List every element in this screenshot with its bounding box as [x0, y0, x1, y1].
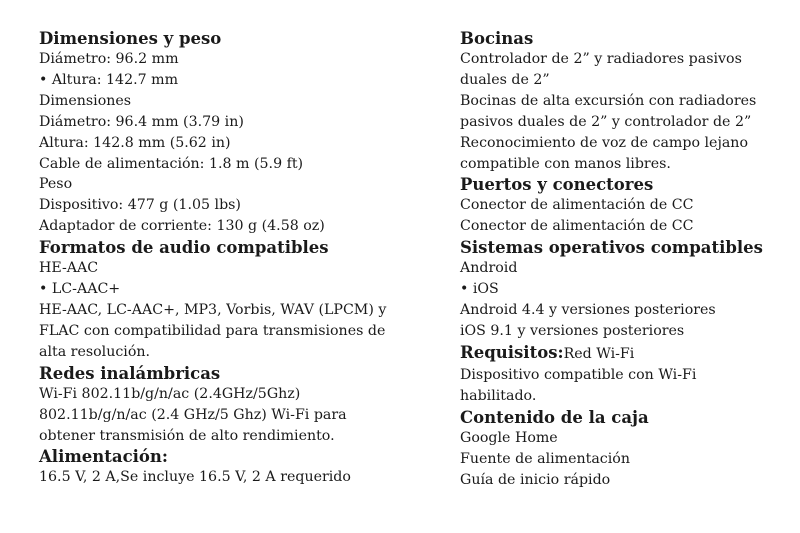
spec-line: alta resolución. — [39, 343, 151, 360]
spec-line: 802.11b/g/n/ac (2.4 GHz/5 Ghz) Wi-Fi para — [39, 406, 347, 423]
spec-line: Controlador de 2” y radiadores pasivos — [460, 51, 742, 67]
spec-line: obtener transmisión de alto rendimiento. — [39, 427, 335, 444]
spec-line: pasivos duales de 2” y controlador de 2” — [460, 113, 752, 130]
spec-line: Guía de inicio rápido — [460, 471, 611, 488]
spec-line: Altura: 142.8 mm (5.62 in) — [39, 134, 231, 151]
spec-line: FLAC con compatibilidad para transmisiones de — [39, 322, 386, 339]
requirements-row — [460, 342, 780, 365]
section-heading: Alimentación: — [39, 447, 169, 467]
section-heading: Dimensiones y peso — [39, 29, 222, 48]
spec-line: • iOS — [460, 281, 499, 298]
spec-line: HE-AAC, LC-AAC+, MP3, Vorbis, WAV (LPCM) y — [39, 301, 387, 318]
spec-line: Diámetro: 96.4 mm (3.79 in) — [39, 113, 244, 130]
spec-line: Android — [460, 260, 518, 277]
spec-line: HE-AAC — [39, 260, 99, 277]
spec-line: Android 4.4 y versiones posteriores — [460, 302, 716, 319]
section-heading: Sistemas operativos compatibles — [460, 238, 763, 258]
spec-line: • Altura: 142.7 mm — [39, 71, 179, 88]
section-dimensions — [39, 28, 429, 237]
spec-line: Cable de alimentación: 1.8 m (5.9 ft) — [39, 155, 304, 172]
section-box-contents — [460, 407, 780, 491]
right-column — [460, 28, 780, 490]
spec-line: Conector de alimentación de CC — [460, 197, 694, 214]
section-heading: Contenido de la caja — [460, 407, 649, 427]
section-requirements — [460, 342, 780, 407]
section-heading: Puertos y conectores — [460, 175, 654, 195]
spec-line: Peso — [39, 176, 73, 193]
spec-line: Diámetro: 96.2 mm — [39, 51, 179, 67]
spec-line: Reconocimiento de voz de campo lejano — [460, 134, 748, 151]
spec-line: habilitado. — [460, 387, 537, 404]
spec-line: duales de 2” — [460, 71, 550, 88]
spec-inline-value: Red Wi-Fi — [563, 345, 635, 362]
section-heading: Requisitos: — [460, 342, 564, 362]
section-ports — [460, 174, 780, 237]
section-audio-formats — [39, 237, 429, 363]
section-heading: Bocinas — [460, 29, 534, 48]
section-heading: Redes inalámbricas — [39, 363, 221, 383]
spec-line: Wi-Fi 802.11b/g/n/ac (2.4GHz/5Ghz) — [39, 385, 301, 402]
spec-line: Dimensiones — [39, 92, 132, 109]
left-column — [39, 28, 429, 488]
section-power — [39, 446, 429, 488]
spec-line: Dispositivo: 477 g (1.05 lbs) — [39, 197, 241, 214]
spec-line: 16.5 V, 2 A,Se incluye 16.5 V, 2 A requerido — [39, 469, 351, 486]
spec-line: compatible con manos libres. — [460, 155, 671, 172]
spec-line: Bocinas de alta excursión con radiadores — [460, 92, 757, 109]
section-heading: Formatos de audio compatibles — [39, 238, 329, 258]
spec-line: • LC-AAC+ — [39, 281, 121, 298]
section-wireless — [39, 363, 429, 447]
section-speakers — [460, 28, 780, 174]
spec-line: Dispositivo compatible con Wi-Fi — [460, 366, 697, 383]
spec-line: Conector de alimentación de CC — [460, 218, 694, 235]
spec-line: Google Home — [460, 429, 558, 446]
spec-line: iOS 9.1 y versiones posteriores — [460, 322, 685, 339]
spec-line: Adaptador de corriente: 130 g (4.58 oz) — [39, 218, 325, 235]
spec-line: Fuente de alimentación — [460, 450, 630, 467]
section-operating-systems — [460, 237, 780, 342]
